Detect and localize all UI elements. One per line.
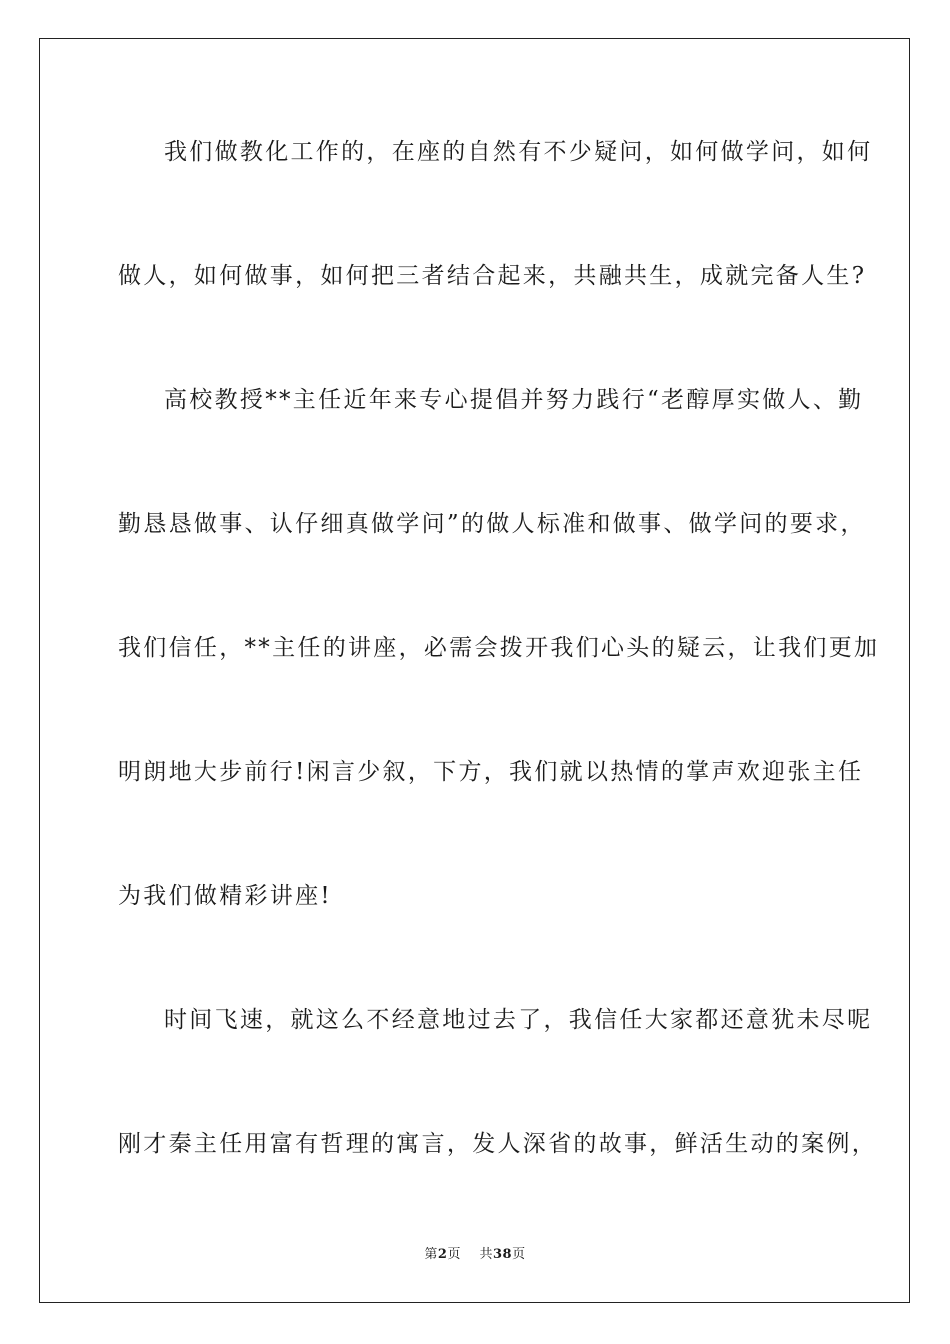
page-number-prefix: 第 [424, 1247, 438, 1262]
page-footer [0, 1246, 950, 1264]
total-pages-suffix: 页 [512, 1247, 526, 1262]
paragraph-1-line-1: 我们做教化工作的，在座的自然有不少疑问，如何做学问，如何 [164, 139, 873, 165]
page-number-suffix: 页 [447, 1247, 461, 1262]
paragraph-2-line-4: 明朗地大步前行!闲言少叙，下方，我们就以热情的掌声欢迎张主任 [118, 759, 864, 785]
paragraph-1-line-2: 做人，如何做事，如何把三者结合起来，共融共生，成就完备人生? [118, 263, 867, 289]
paragraph-2-line-5: 为我们做精彩讲座! [118, 883, 332, 909]
total-pages-prefix: 共 [479, 1247, 493, 1262]
paragraph-2-line-2: 勤恳恳做事、认仔细真做学问”的做人标准和做事、做学问的要求， [118, 511, 866, 537]
paragraph-2-line-3: 我们信任，**主任的讲座，必需会拨开我们心头的疑云，让我们更加 [118, 635, 880, 661]
page-border [39, 38, 910, 1303]
paragraph-3-line-1: 时间飞速，就这么不经意地过去了，我信任大家都还意犹未尽呢 [164, 1007, 873, 1033]
total-pages: 38 [493, 1247, 513, 1262]
paragraph-3-line-2: 刚才秦主任用富有哲理的寓言，发人深省的故事，鲜活生动的案例， [118, 1131, 877, 1157]
page-number: 2 [437, 1247, 448, 1262]
paragraph-2-line-1: 高校教授**主任近年来专心提倡并努力践行“老醇厚实做人、勤 [164, 387, 864, 413]
